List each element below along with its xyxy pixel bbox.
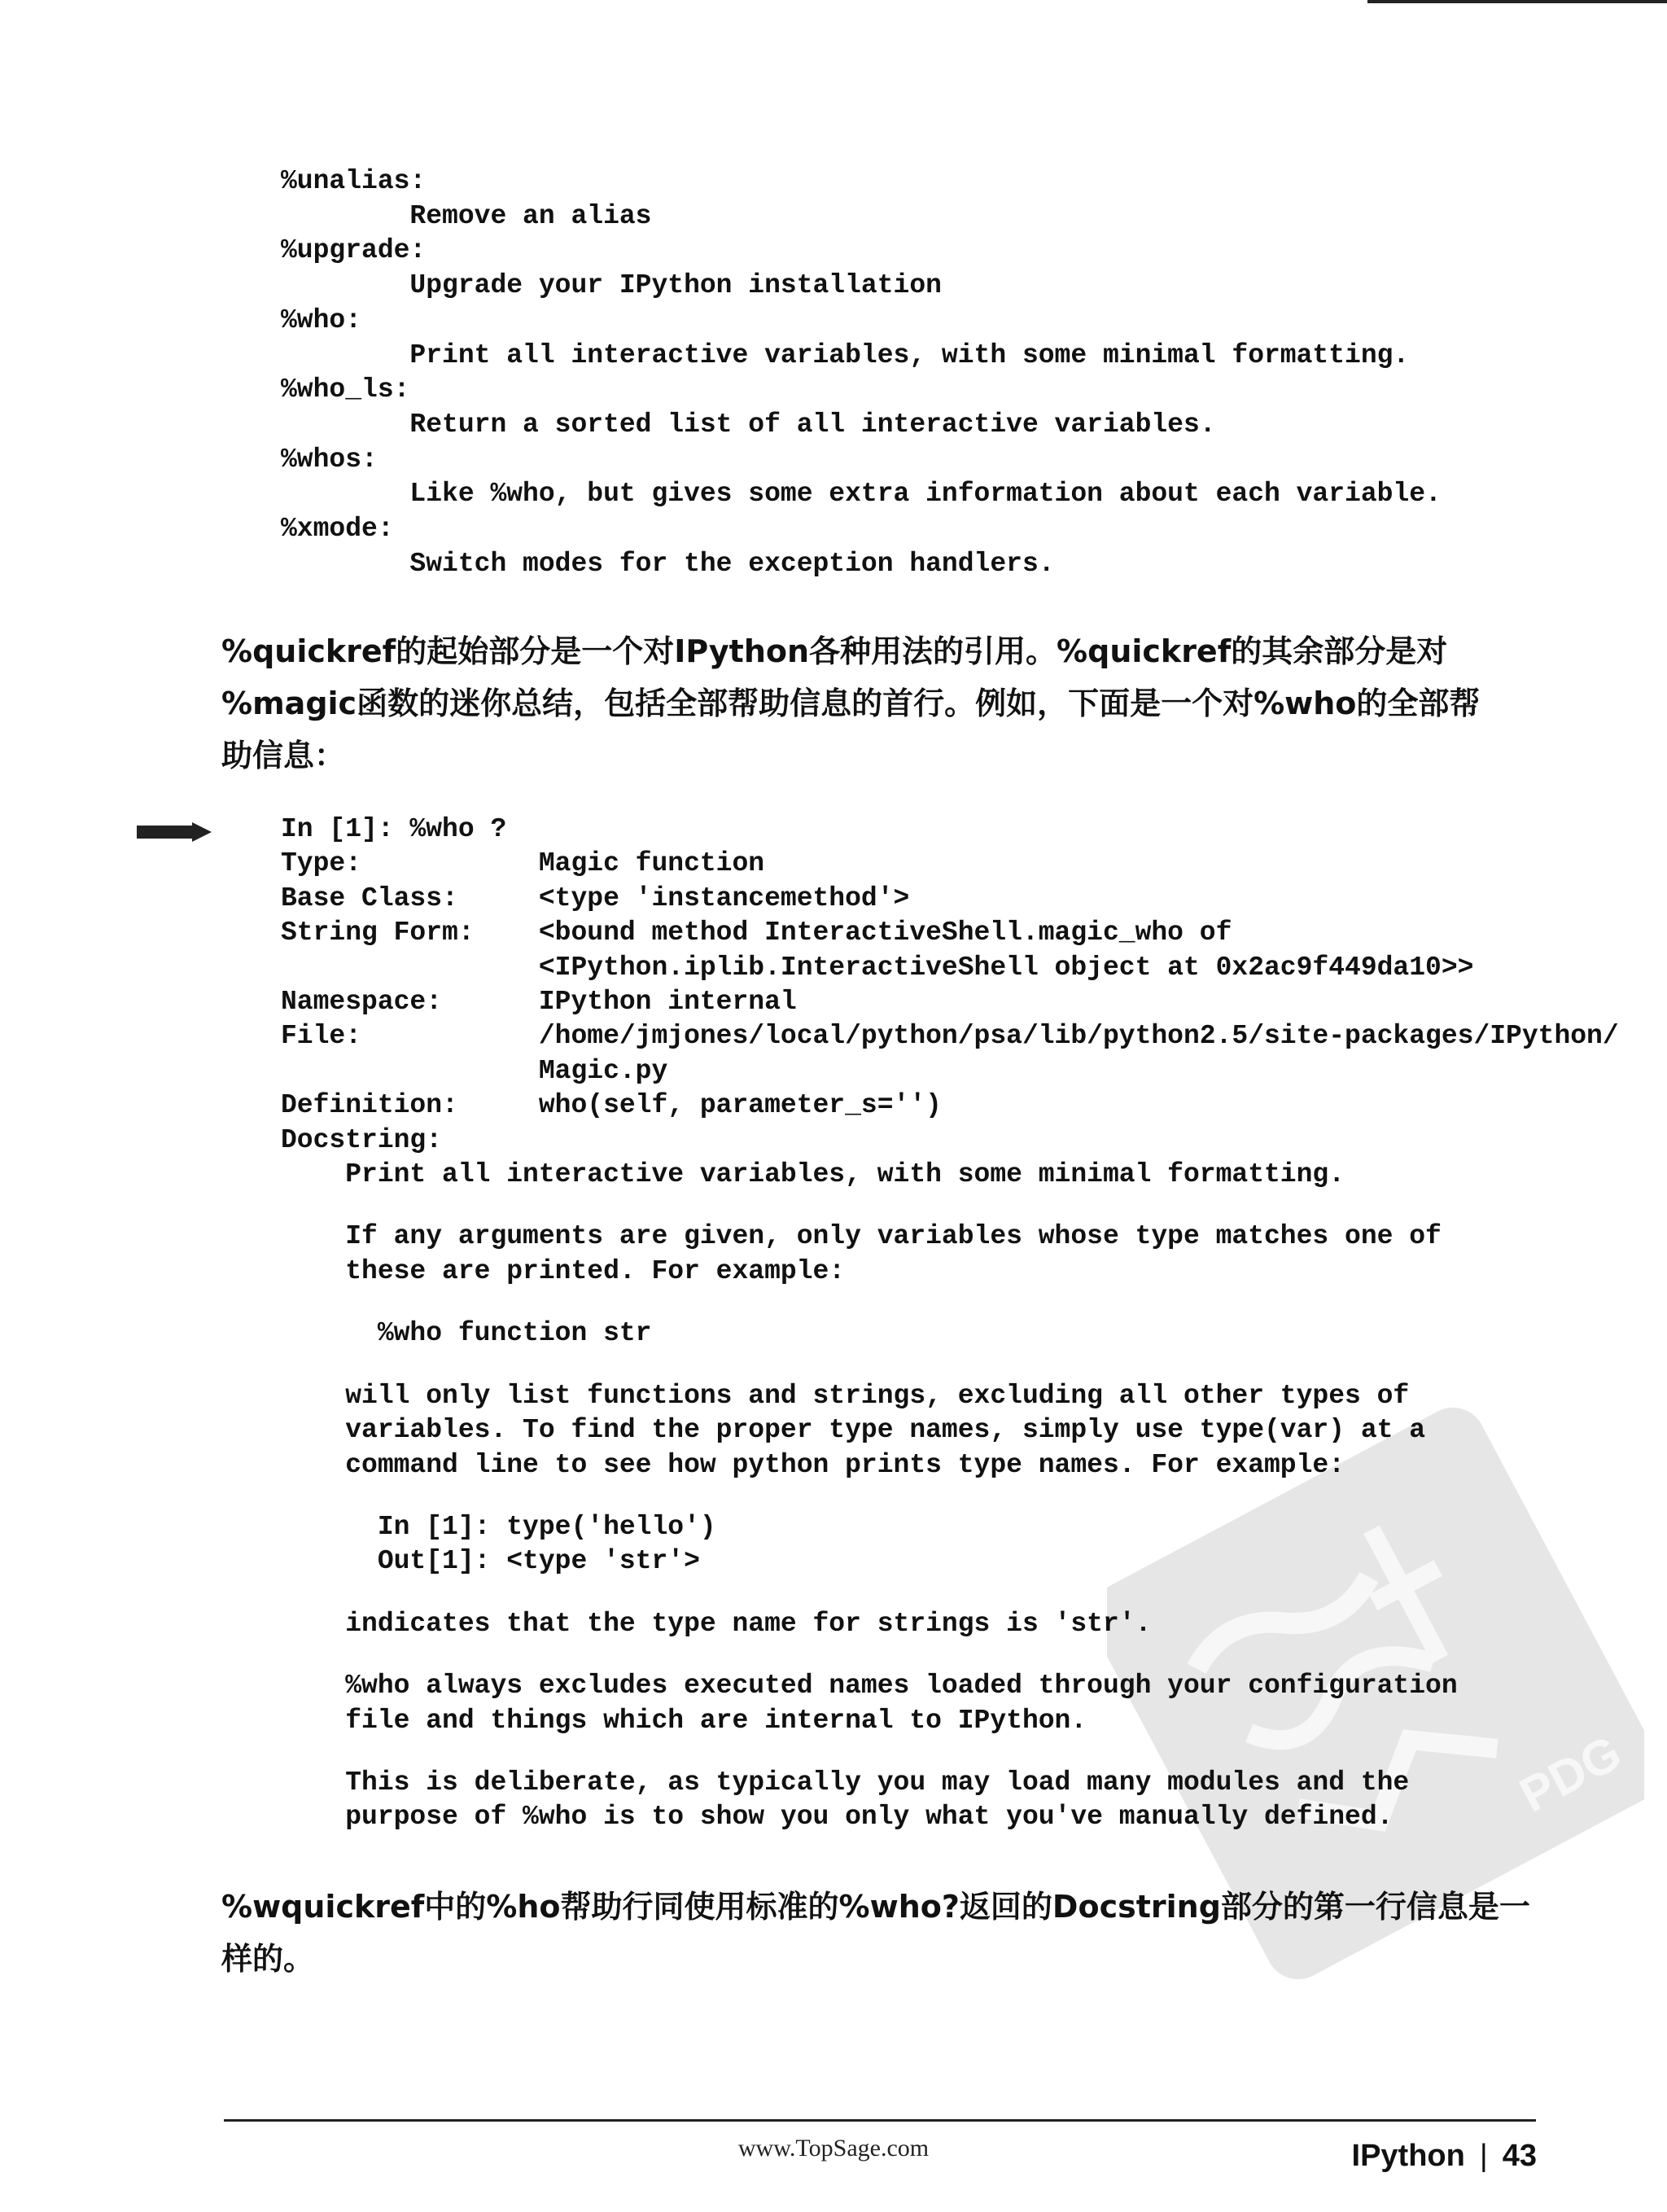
footer-book-title: IPython [1351,2139,1465,2173]
code-line [281,1483,1619,1510]
code-line: will only list functions and strings, excluding all other types of [281,1380,1410,1411]
code-line: Print all interactive variables, with some minimal formatting. [281,1159,1345,1190]
code-line: %whos: [281,444,378,475]
code-line: indicates that the type name for strings is 'str'. [281,1608,1152,1639]
code-line: Switch modes for the exception handlers. [281,548,1055,579]
code-line: File: /home/jmjones/local/python/psa/lib/python2.5/site-packages/IPython/ [281,1021,1619,1052]
code-line: Type: Magic function [281,848,765,879]
code-line [281,1738,1619,1766]
code-line: If any arguments are given, only variables whose type matches one of [281,1221,1442,1252]
code-line [281,1289,1619,1316]
text-line: %quickref的起始部分是一个对IPython各种用法的引用。%quickref的其余部分是对 [221,633,1448,669]
code-line: file and things which are internal to IPython. [281,1705,1087,1736]
page-number: 43 [1502,2139,1537,2173]
code-line: %xmode: [281,514,394,545]
footer-rule [224,2119,1536,2122]
code-line: This is deliberate, as typically you may load many modules and the [281,1767,1410,1798]
code-line: %who_ls: [281,375,410,405]
code-line: <IPython.iplib.InteractiveShell object at 0x2ac9f449da10>> [281,952,1474,983]
text-line: %magic函数的迷你总结，包括全部帮助信息的首行。例如，下面是一个对%who的全部帮 [221,686,1481,721]
code-line: In [1]: type('hello') [281,1511,716,1542]
top-edge-rule [1367,0,1667,3]
text-line: 助信息： [221,738,346,773]
code-line: Out[1]: <type 'str'> [281,1546,700,1577]
code-line: Magic.py [281,1055,668,1086]
code-line: Docstring: [281,1124,443,1155]
intro-paragraph [221,625,1480,782]
code-line: Remove an alias [281,200,652,231]
code-line: Definition: who(self, parameter_s='') [281,1090,942,1121]
closing-paragraph [221,1881,1530,1985]
code-line [281,1641,1619,1669]
code-line: %who function str [281,1318,652,1349]
code-line: Like %who, but gives some extra information about each variable. [281,479,1442,510]
code-line: In [1]: %who ? [281,814,507,844]
code-line: command line to see how python prints type names. For example: [281,1449,1345,1480]
code-line: purpose of %who is to show you only what you've manually defined. [281,1802,1394,1833]
code-line [281,1192,1619,1220]
code-line: %who always excludes executed names loaded through your configuration [281,1671,1458,1702]
code-line: Base Class: <type 'instancemethod'> [281,883,910,913]
footer-running-title [1352,2139,1537,2174]
code-line: Namespace: IPython internal [281,987,797,1018]
code-line: Upgrade your IPython installation [281,270,942,301]
code-line: String Form: <bound method InteractiveShell.magic_who of [281,918,1232,948]
margin-arrow-icon [137,822,212,842]
code-line: these are printed. For example: [281,1255,846,1286]
code-line: variables. To find the proper type names, simply use type(var) at a [281,1415,1426,1446]
code-line: %upgrade: [281,235,427,266]
code-line: Print all interactive variables, with some minimal formatting. [281,339,1410,370]
code-line: %unalias: [281,166,427,196]
magic-list-listing [281,164,1442,581]
text-line: %wquickref中的%ho帮助行同使用标准的%who?返回的Docstring部分的第一行信息是一 [221,1889,1530,1925]
who-help-listing [281,813,1619,1835]
code-line [281,1351,1619,1379]
code-line: %who: [281,304,362,335]
code-line [281,1579,1619,1607]
footer-url: www.TopSage.com [737,2135,930,2162]
code-line: Return a sorted list of all interactive variables. [281,409,1216,440]
text-line: 样的。 [221,1941,315,1977]
watermark-label: PDG [1511,1724,1630,1823]
footer-separator: | [1479,2139,1488,2173]
